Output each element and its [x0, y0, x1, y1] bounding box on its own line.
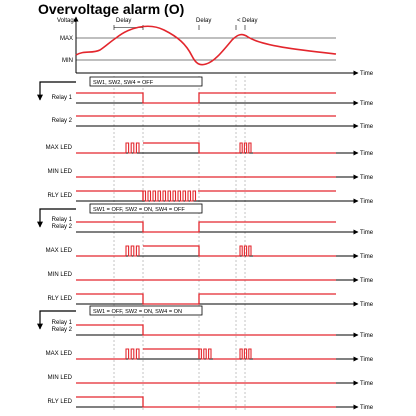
row-label: MAX LED [45, 351, 72, 357]
max-led-blink [240, 349, 251, 359]
max-led-blink [126, 143, 139, 153]
switch-setting-label: SW1 = OFF, SW2 = ON, SW4 = OFF [93, 207, 185, 213]
row-time-label: Time [360, 254, 374, 260]
row-label: Relay 2 [51, 118, 72, 124]
relay-signal [76, 222, 336, 232]
row-label: RLY LED [47, 399, 72, 405]
row-time-label: Time [360, 124, 374, 130]
max-led-signal [143, 349, 199, 359]
row-label: MIN LED [47, 169, 72, 175]
row-label: MAX LED [45, 145, 72, 151]
row-time-label: Time [360, 230, 374, 236]
row-time-label: Time [360, 405, 374, 411]
max-led-blink [126, 349, 139, 359]
row-label: RLY LED [47, 193, 72, 199]
relay1-signal [76, 93, 336, 103]
relay-signal [76, 325, 336, 335]
rly-led-blink [143, 191, 196, 201]
max-led-blink [126, 246, 139, 256]
timing-rows [40, 76, 374, 412]
row-time-label: Time [360, 302, 374, 308]
delay-label-1: Delay [116, 18, 132, 24]
max-level-label: MAX [60, 36, 74, 42]
voltage-graph [57, 17, 374, 77]
voltage-curve [76, 26, 336, 64]
row-time-label: Time [360, 199, 374, 205]
row-time-label: Time [360, 101, 374, 107]
row-time-label: Time [360, 151, 374, 157]
row-label: Relay 1 [51, 217, 72, 223]
rly-led-signal [76, 397, 336, 407]
switch-setting-label: SW1, SW2, SW4 = OFF [93, 80, 154, 86]
row-label: Relay 1 [51, 95, 72, 101]
voltage-time-label: Time [360, 71, 374, 77]
row-time-label: Time [360, 278, 374, 284]
delay-label-3: < Delay [237, 18, 258, 24]
voltage-axis-label: Voltage [57, 18, 78, 24]
switch-setting-label: SW1 = OFF, SW2 = ON, SW4 = ON [93, 309, 183, 315]
row-label: Relay 1 [51, 320, 72, 326]
row-label: MIN LED [47, 272, 72, 278]
diagram-title: Overvoltage alarm (O) [38, 1, 185, 17]
max-led-signal [143, 143, 240, 153]
row-label: Relay 2 [51, 327, 72, 333]
row-time-label: Time [360, 357, 374, 363]
max-led-blink [240, 246, 251, 256]
row-time-label: Time [360, 381, 374, 387]
min-level-label: MIN [62, 58, 73, 64]
row-time-label: Time [360, 333, 374, 339]
row-label: RLY LED [47, 296, 72, 302]
max-led-blink [199, 349, 211, 359]
row-label: Relay 2 [51, 224, 72, 230]
row-label: MAX LED [45, 248, 72, 254]
rly-led-signal [76, 294, 336, 304]
delay-label-2: Delay [196, 18, 212, 24]
row-label: MIN LED [47, 375, 72, 381]
max-led-signal [143, 246, 240, 256]
max-led-blink [240, 143, 251, 153]
row-time-label: Time [360, 175, 374, 181]
rly-led-signal [76, 191, 143, 201]
